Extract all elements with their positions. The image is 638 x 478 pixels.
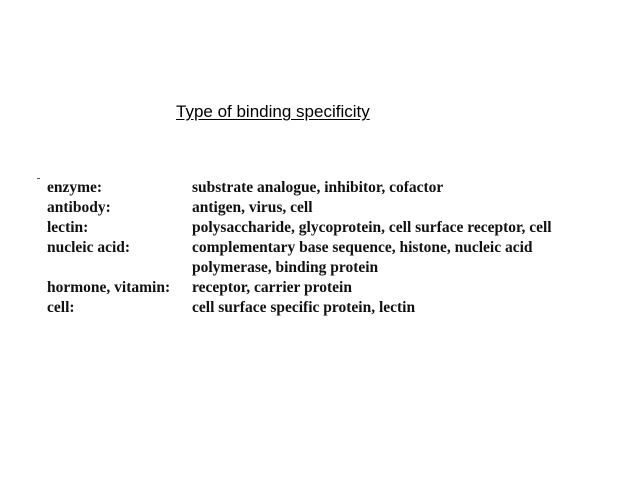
row-term: lectin: xyxy=(47,219,89,236)
row-description: receptor, carrier protein xyxy=(192,279,352,296)
stray-mark xyxy=(37,178,40,179)
slide-title: Type of binding specificity xyxy=(176,102,370,121)
row-description: cell surface specific protein, lectin xyxy=(192,299,416,316)
row-description: complementary base sequence, histone, nucleic acid xyxy=(192,239,533,256)
row-term: hormone, vitamin: xyxy=(47,279,171,296)
row-description: substrate analogue, inhibitor, cofactor xyxy=(192,179,444,196)
row-term: cell: xyxy=(47,299,75,316)
row-term: enzyme: xyxy=(47,179,103,196)
row-description: polysaccharide, glycoprotein, cell surface receptor, cell xyxy=(192,219,552,236)
row-term: nucleic acid: xyxy=(47,239,131,256)
row-description: antigen, virus, cell xyxy=(192,199,313,216)
row-term: antibody: xyxy=(47,199,111,216)
row-description: polymerase, binding protein xyxy=(192,259,379,276)
